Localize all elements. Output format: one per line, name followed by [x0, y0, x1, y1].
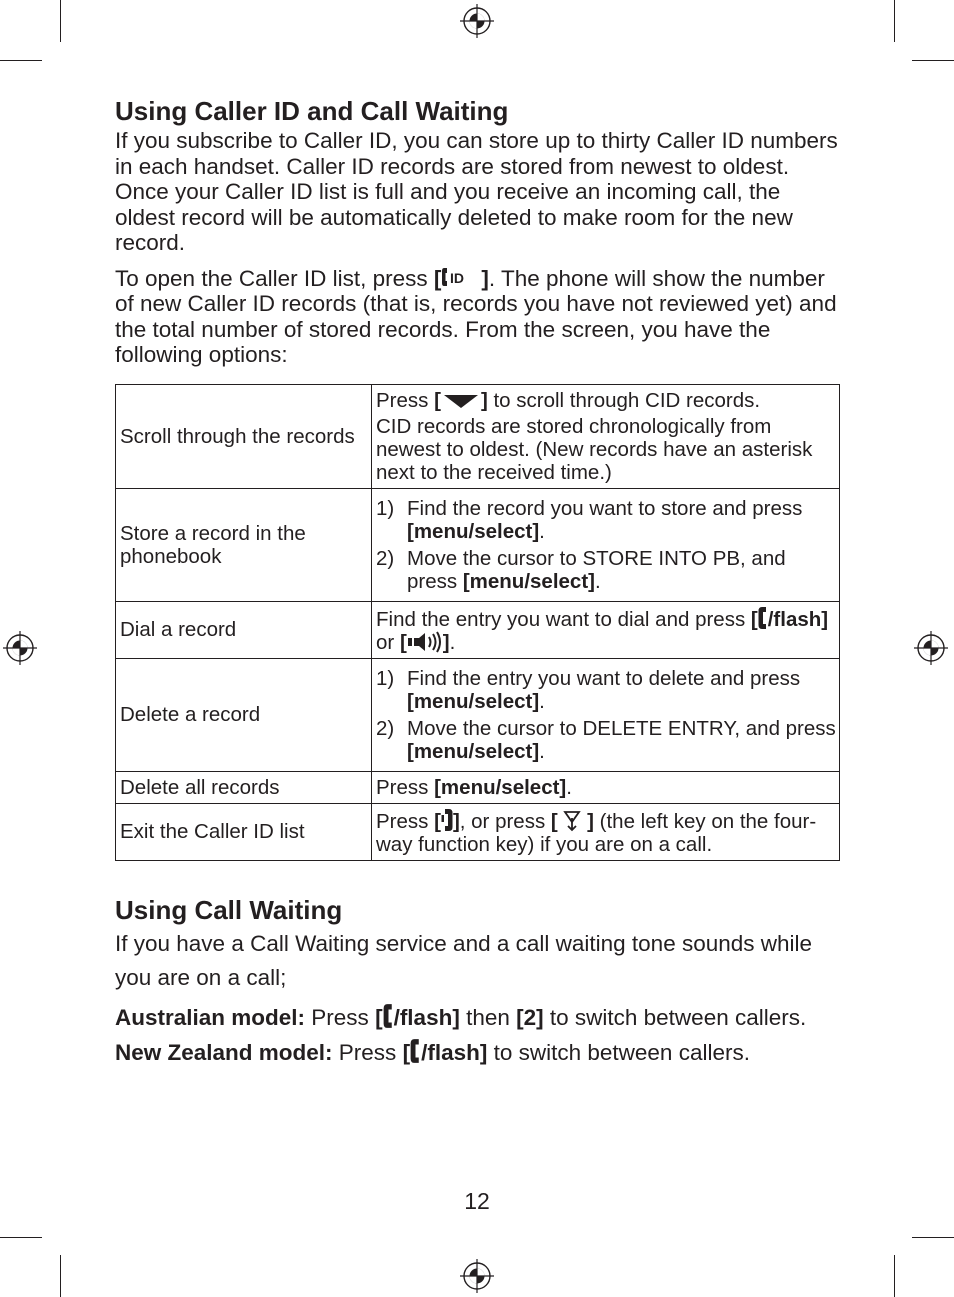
crop-mark — [60, 0, 61, 42]
speaker-icon — [407, 631, 443, 653]
table-row — [116, 488, 840, 601]
registration-mark-icon — [460, 4, 494, 38]
caller-id-options-table — [115, 384, 840, 861]
option-description: Find the entry you want to dial and press [ /flash] or [ ]. — [372, 601, 840, 658]
registration-mark-icon — [3, 631, 37, 665]
end-call-icon — [441, 808, 453, 832]
option-description: Press [ ], or press [ ] (the left key on the four-way function key) if you are on a call. — [372, 803, 840, 860]
call-waiting-section — [115, 893, 840, 1066]
crop-mark — [0, 1237, 42, 1238]
phone-icon — [410, 1038, 421, 1064]
left-key-icon — [563, 810, 581, 832]
phone-icon — [383, 1003, 394, 1029]
phone-icon — [758, 606, 768, 630]
registration-mark-icon — [914, 631, 948, 665]
phone-id-icon — [441, 264, 481, 290]
open-list-paragraph: To open the Caller ID list, press [ ID ]. The phone will show the number of new Caller ID records (that is, records you have not reviewed yet) and the total number of stored records. From the screen, you have the following options: — [115, 265, 837, 367]
page-number: 12 — [464, 1188, 490, 1214]
crop-mark — [894, 1255, 895, 1297]
option-description: 1) Find the record you want to store and press [menu/select]. 2) Move the cursor to STORE INTO PB, and press [menu/select]. — [372, 488, 840, 601]
option-description: Press [menu/select]. — [372, 771, 840, 803]
call-waiting-paragraph: If you have a Call Waiting service and a call waiting tone sounds while you are on a call; — [115, 930, 813, 990]
option-label: Exit the Caller ID list — [116, 803, 372, 860]
option-description: 1) Find the entry you want to delete and press [menu/select]. 2) Move the cursor to DELETE ENTRY, and press [menu/select]. — [372, 658, 840, 771]
option-label: Delete all records — [116, 771, 372, 803]
crop-mark — [912, 60, 954, 61]
page-content — [115, 94, 840, 1066]
option-label: Store a record in the phonebook — [116, 488, 372, 601]
option-label: Delete a record — [116, 658, 372, 771]
table-row — [116, 384, 840, 488]
section-heading-caller-id: Using Caller ID and Call Waiting — [115, 96, 509, 126]
crop-mark — [0, 60, 42, 61]
svg-text:ID: ID — [450, 269, 465, 286]
australian-model-paragraph: Australian model: Press [ /flash] then [2] to switch between callers. — [115, 1004, 807, 1030]
table-row — [116, 771, 840, 803]
section-heading-call-waiting: Using Call Waiting — [115, 894, 343, 925]
crop-mark — [60, 1255, 61, 1297]
table-row — [116, 803, 840, 860]
registration-mark-icon — [460, 1259, 494, 1293]
crop-mark — [894, 0, 895, 42]
option-label: Scroll through the records — [116, 384, 372, 488]
option-description: Press [ ] to scroll through CID records. CID records are stored chronologically from newest to oldest. (New records have an asterisk next to the received time.) — [372, 384, 840, 488]
option-label: Dial a record — [116, 601, 372, 658]
table-row — [116, 601, 840, 658]
intro-paragraph: If you subscribe to Caller ID, you can store up to thirty Caller ID numbers in each handset. Caller ID records are stored from newest to oldest. Once your Caller ID list is full and you receive an incoming call, the oldest record will be automatically deleted to make room for the new record. — [115, 128, 838, 255]
down-arrow-icon — [441, 391, 481, 411]
crop-mark — [912, 1237, 954, 1238]
table-row — [116, 658, 840, 771]
new-zealand-model-paragraph: New Zealand model: Press [ /flash] to switch between callers. — [115, 1040, 750, 1065]
